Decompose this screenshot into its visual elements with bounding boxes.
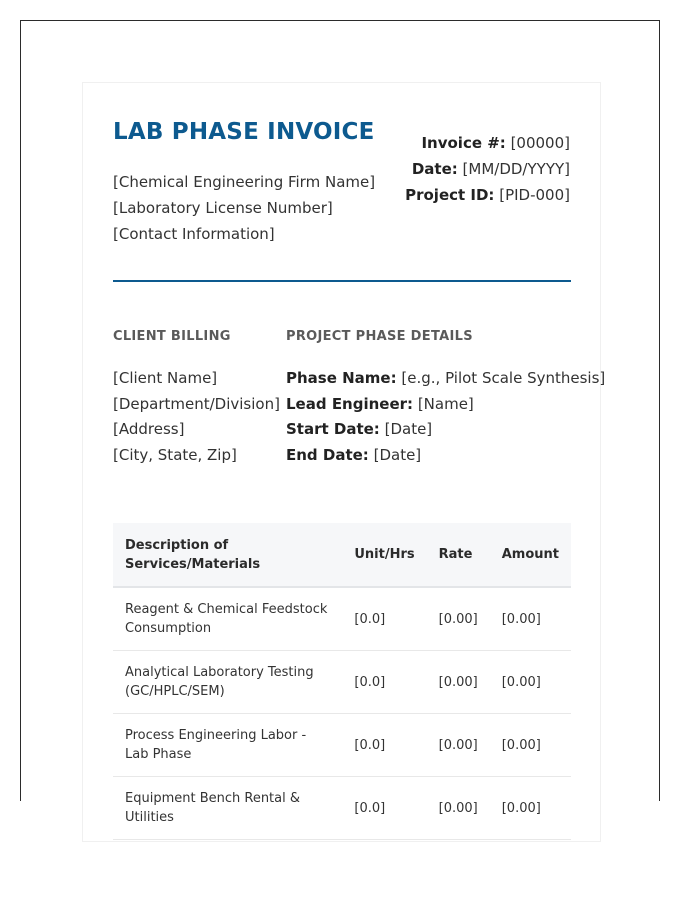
line-items-table <box>113 523 571 840</box>
client-billing-heading: CLIENT BILLING <box>113 329 231 344</box>
project-id-row <box>405 182 570 208</box>
lead-engineer-value: [Name] <box>417 394 474 413</box>
project-id-label: Project ID: <box>405 186 495 204</box>
row-description: Equipment Bench Rental & Utilities <box>113 777 342 840</box>
invoice-number-label: Invoice #: <box>421 134 506 152</box>
row-amount: [0.00] <box>490 714 571 777</box>
firm-license: [Laboratory License Number] <box>113 199 333 217</box>
row-amount: [0.00] <box>490 777 571 840</box>
table-row <box>113 587 571 651</box>
header-description: Description of Services/Materials <box>113 523 342 587</box>
invoice-meta <box>405 130 570 208</box>
phase-name-row <box>286 366 605 392</box>
invoice-date-row <box>405 156 570 182</box>
end-date-label: End Date: <box>286 445 369 464</box>
lead-engineer-label: Lead Engineer: <box>286 394 414 413</box>
row-rate: [0.00] <box>427 777 490 840</box>
lead-engineer-row <box>286 392 605 418</box>
header-rate: Rate <box>427 523 490 587</box>
client-billing-block <box>113 366 280 468</box>
invoice-page <box>82 82 606 842</box>
header-amount: Amount <box>490 523 571 587</box>
row-unit: [0.0] <box>342 651 426 714</box>
invoice-number-row <box>405 130 570 156</box>
table-row <box>113 714 571 777</box>
invoice-date-label: Date: <box>411 160 458 178</box>
end-date-row <box>286 443 605 469</box>
invoice-number-value: [00000] <box>510 134 570 152</box>
project-phase-heading: PROJECT PHASE DETAILS <box>286 329 473 344</box>
client-city-state-zip: [City, State, Zip] <box>113 445 237 464</box>
row-rate: [0.00] <box>427 587 490 651</box>
row-unit: [0.0] <box>342 587 426 651</box>
table-header-row <box>113 523 571 587</box>
document-viewport[interactable] <box>20 20 660 825</box>
start-date-label: Start Date: <box>286 420 380 438</box>
invoice-date-value: [MM/DD/YYYY] <box>462 160 570 178</box>
project-id-value: [PID-000] <box>499 186 570 204</box>
client-address: [Address] <box>113 420 185 438</box>
row-amount: [0.00] <box>490 651 571 714</box>
project-phase-block <box>286 366 605 468</box>
header-unit: Unit/Hrs <box>342 523 426 587</box>
row-description: Reagent & Chemical Feedstock Consumption <box>113 587 342 651</box>
row-amount: [0.00] <box>490 587 571 651</box>
client-department: [Department/Division] <box>113 394 280 413</box>
firm-contact: [Contact Information] <box>113 225 275 243</box>
row-description: Analytical Laboratory Testing (GC/HPLC/SEM) <box>113 651 342 714</box>
phase-name-label: Phase Name: <box>286 369 397 387</box>
start-date-value: [Date] <box>384 420 433 438</box>
table-row <box>113 651 571 714</box>
invoice-title: LAB PHASE INVOICE <box>113 119 375 145</box>
phase-name-value: [e.g., Pilot Scale Synthesis] <box>401 369 606 387</box>
end-date-value: [Date] <box>373 445 422 464</box>
client-name: [Client Name] <box>113 369 218 387</box>
row-rate: [0.00] <box>427 714 490 777</box>
row-unit: [0.0] <box>342 714 426 777</box>
row-rate: [0.00] <box>427 651 490 714</box>
row-description: Process Engineering Labor - Lab Phase <box>113 714 342 777</box>
table-row <box>113 777 571 840</box>
row-unit: [0.0] <box>342 777 426 840</box>
firm-name: [Chemical Engineering Firm Name] <box>113 173 376 191</box>
start-date-row <box>286 417 605 443</box>
header-divider <box>113 280 571 282</box>
firm-info <box>113 169 375 247</box>
